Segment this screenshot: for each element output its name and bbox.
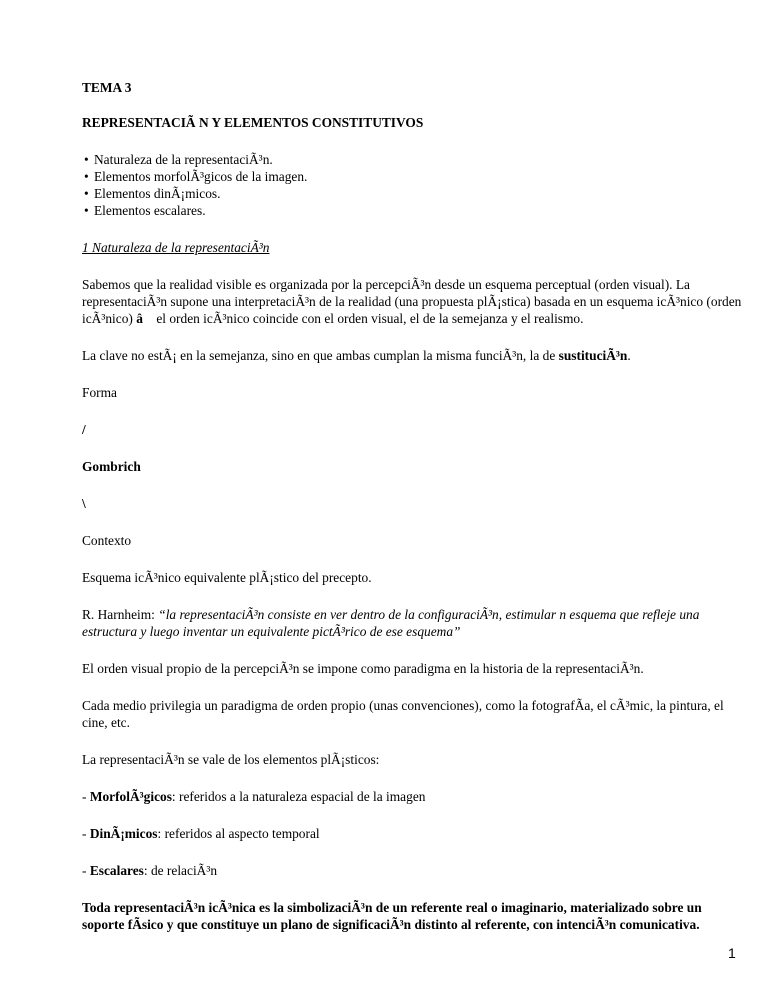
section-heading: 1 Naturaleza de la representaciÃ³n: [82, 240, 270, 255]
quote-text: “la representaciÃ³n consiste en ver dentro de la configuraciÃ³n, estimular n esquema que refleje una estructura y luego inventar un equivalente pictÃ³rico de ese esquema”: [82, 607, 700, 639]
label-forma: Forma: [82, 385, 117, 400]
section-heading-paragraph: [82, 239, 742, 256]
paragraph-conclusion: Toda representaciÃ³n icÃ³nica es la simbolizaciÃ³n de un referente real o imaginario, materializado sobre un soporte fÃsico y que constituye un plano de significaciÃ³n distinto al referente, con intenciÃ³n comunicativa.: [82, 900, 702, 932]
label-contexto: Contexto: [82, 533, 132, 548]
document-subtitle: REPRESENTACIÃ N Y ELEMENTOS CONSTITUTIVOS: [82, 115, 424, 130]
paragraph-quote: [82, 606, 742, 640]
bullet-icon: •: [84, 186, 89, 201]
page-number: 1: [728, 945, 736, 961]
element-item-morfologicos: - MorfolÃ³gicos: referidos a la naturaleza espacial de la imagen: [82, 789, 426, 804]
document-title: TEMA 3: [82, 80, 132, 95]
slash-glyph: /: [82, 422, 86, 437]
topic-list: [84, 151, 742, 219]
list-item: • Elementos dinÃ¡micos.: [84, 186, 221, 201]
document-body: [82, 79, 742, 953]
list-item: • Elementos morfolÃ³gicos de la imagen.: [84, 169, 308, 184]
paragraph-esquema: Esquema icÃ³nico equivalente plÃ¡stico del precepto.: [82, 570, 372, 585]
label-gombrich: Gombrich: [82, 459, 141, 474]
list-item: • Elementos escalares.: [84, 203, 206, 218]
element-item-dinamicos: - DinÃ¡micos: referidos al aspecto temporal: [82, 826, 320, 841]
paragraph-clave: La clave no estÃ¡ en la semejanza, sino en que ambas cumplan la misma funciÃ³n, la de sustituciÃ³n.: [82, 348, 631, 363]
paragraph-vale: La representaciÃ³n se vale de los elementos plÃ¡sticos:: [82, 752, 380, 767]
paragraph-orden: El orden visual propio de la percepciÃ³n se impone como paradigma en la historia de la representaciÃ³n.: [82, 661, 644, 676]
quote-author: R. Harnheim:: [82, 607, 159, 622]
bold-term: sustituciÃ³n: [558, 348, 628, 363]
bullet-icon: •: [84, 169, 89, 184]
arrow-glyph: â: [136, 311, 143, 326]
bullet-icon: •: [84, 203, 89, 218]
paragraph-percepcion: Sabemos que la realidad visible es organizada por la percepciÃ³n desde un esquema perceptual (orden visual). La representaciÃ³n supone una interpretaciÃ³n de la realidad (una propuesta plÃ¡stica) basada en un esquema icÃ³nico (orden icÃ³nico) â el orden icÃ³nico coincide con el orden visual, el de la semejanza y el realismo.: [82, 277, 742, 326]
backslash-glyph: \: [82, 496, 86, 511]
list-item: • Naturaleza de la representaciÃ³n.: [84, 152, 273, 167]
paragraph-medio: Cada medio privilegia un paradigma de orden propio (unas convenciones), como la fotografÃa, el cÃ³mic, la pintura, el cine, etc.: [82, 698, 724, 730]
bullet-icon: •: [84, 152, 89, 167]
element-item-escalares: - Escalares: de relaciÃ³n: [82, 863, 218, 878]
